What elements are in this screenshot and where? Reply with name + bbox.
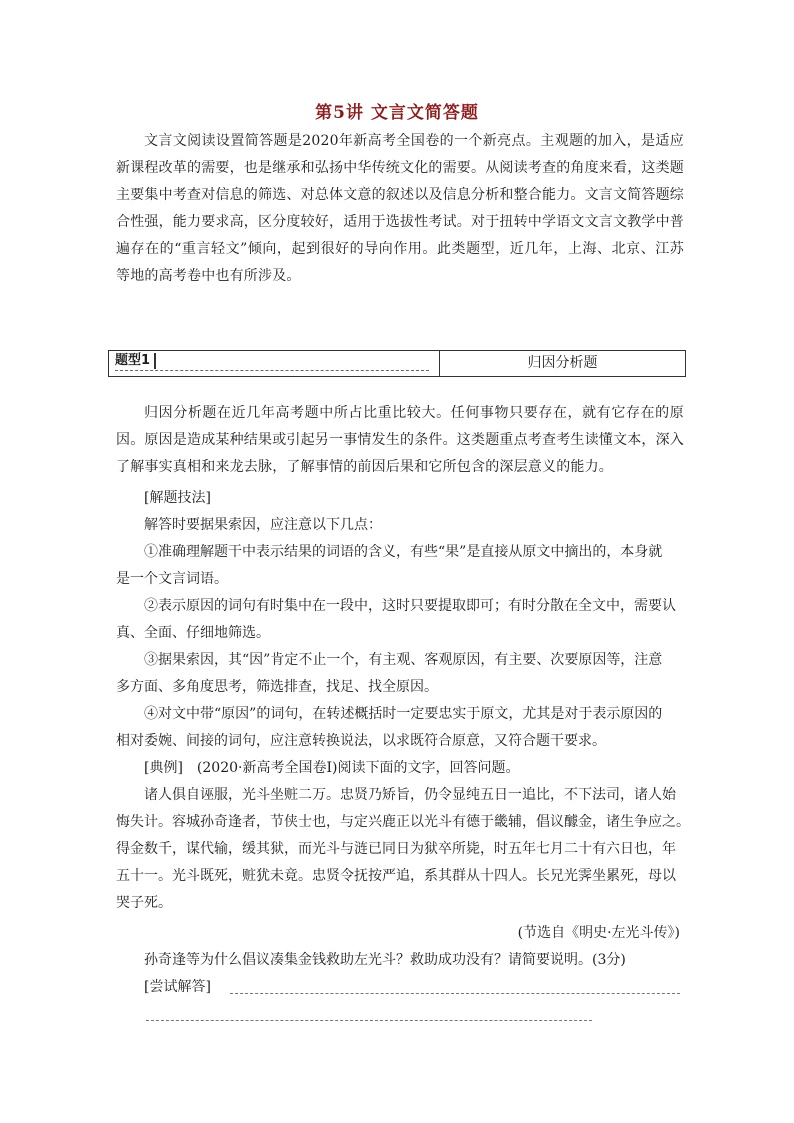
question-text: 孙奇逢等为什么倡议凑集金钱救助左光斗？救助成功没有？请简要说明。(3分) <box>144 952 626 968</box>
point-4-line1: ④对文中带“原因”的词句，在转述概括时一定要忠实于原文，尤其是对于表示原因的 <box>144 706 663 722</box>
example-text-line: 悔失计。容城孙奇逢者，节侠士也，与定兴鹿正以光斗有德于畿辅，倡议醵金，诸生争应之。 <box>116 814 690 830</box>
example-text-line: 哭子死。 <box>116 895 172 911</box>
method-header: [解题技法] <box>144 490 211 506</box>
source-citation: (节选自《明史·左光斗传》) <box>517 925 680 941</box>
page-title: 第5讲 文言文简答题 <box>315 103 479 123</box>
point-3-line1: ③据果索因，其“因”肯定不止一个，有主观、客观原因，有主要、次要原因等，注意 <box>144 652 663 668</box>
section-intro-paragraph: 归因分析题在近几年高考题中所占比重比较大。任何事物只要存在，就有它存在的原因。原因是造成某种结果或引起另一事情发生的条件。这类题重点考查考生读懂文本，深入了解事实真相和来龙去脉，了解事情的前因后果和它所包含的深层意义的能力。 <box>116 405 684 475</box>
answer-label: [尝试解答] <box>144 979 211 995</box>
point-2-line1: ②表示原因的词句有时集中在一段中，这时只要提取即可；有时分散在全文中，需要认 <box>144 598 676 614</box>
type-tag-cell <box>109 351 440 376</box>
point-1-line1: ①准确理解题干中表示结果的词语的含义，有些“果”是直接从原文中摘出的，本身就 <box>144 544 663 560</box>
type-tag: 题型1 <box>115 353 156 369</box>
example-text-line: 得金数千，谋代输，缓其狱，而光斗与涟已同日为狱卒所毙，时五年七月二十有六日也，年 <box>116 841 676 857</box>
point-4-line2: 相对委婉、间接的词句，应注意转换说法，以求既符合原意，又符合题干要求。 <box>116 733 606 749</box>
answer-line[interactable] <box>146 1020 592 1021</box>
example-header: [典例] (2020·新高考全国卷Ⅰ)阅读下面的文字，回答问题。 <box>144 760 520 776</box>
intro-paragraph: 文言文阅读设置简答题是2020年新高考全国卷的一个新亮点。主观题的加入，是适应新课程改革的需要，也是继承和弘扬中华传统文化的需要。从阅读考查的角度来看，这类题主要集中考查对信息的筛选、对总体文意的叙述以及信息分析和整合能力。文言文简答题综合性强，能力要求高，区分度较好，适用于选拔性考试。对于扭转中学语文文言文教学中普遍存在的“重言轻文”倾向，起到很好的导向作用。此类题型，近几年，上海、北京、江苏等地的高考卷中也有所涉及。 <box>116 133 684 284</box>
answer-line[interactable] <box>230 993 680 994</box>
method-lead: 解答时要据果索因，应注意以下几点： <box>144 517 382 533</box>
point-1-line2: 是一个文言词语。 <box>116 571 228 587</box>
point-3-line2: 多方面、多角度思考，筛选排查，找足、找全原因。 <box>116 679 438 695</box>
question-type-box <box>108 350 686 377</box>
point-2-line2: 真、全面、仔细地筛选。 <box>116 625 270 641</box>
example-text-line: 诸人俱自诬服，光斗坐赃二万。忠贤乃矫旨，仍令显纯五日一追比，不下法司，诸人始 <box>144 787 676 803</box>
type-name: 归因分析题 <box>527 355 598 371</box>
tag-underline <box>115 370 429 371</box>
example-text-line: 五十一。光斗既死，赃犹未竟。忠贤令抚按严追，系其群从十四人。长兄光霁坐累死，母以 <box>116 868 676 884</box>
